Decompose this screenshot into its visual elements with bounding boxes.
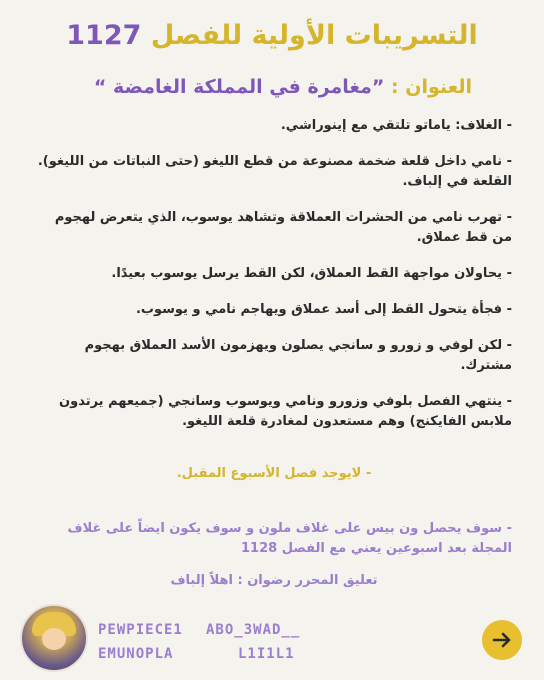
- editor-comment: تعليق المحرر رضوان : اهلاً إلباف: [170, 573, 378, 588]
- handle-abo-3wad: ABO_3WAD__: [206, 622, 301, 638]
- leak-content: [36, 116, 512, 588]
- handle-pewpiece: PEWPIECE1: [98, 622, 183, 638]
- break-notice: - لايوجد فصل الأسبوع المقبل.: [176, 466, 372, 481]
- footer: [0, 604, 544, 674]
- subtitle-label: العنوان :: [391, 76, 472, 98]
- bullet-fight-cat: - يحاولان مواجهة القط العملاق، لكن القط يرسل يوسوب بعيدًا.: [111, 266, 512, 281]
- chapter-subtitle: [94, 76, 472, 98]
- bullet-rescue: - لكن لوفي و زورو و سانجي يصلون ويهزمون الأسد العملاق بهجوم مشترك.: [84, 338, 512, 373]
- next-button[interactable]: [482, 620, 522, 660]
- bullet-lion: - فجأة يتحول القط إلى أسد عملاق ويهاجم نامي و يوسوب.: [135, 302, 512, 317]
- title-text: التسريبات الأولية للفصل: [150, 20, 478, 51]
- bullet-castle: - نامي داخل قلعة ضخمة مصنوعة من قطع الليغو (حتى النباتات من الليغو). القلعة في إلباف.: [37, 154, 512, 189]
- arrow-right-icon: [490, 628, 514, 652]
- chapter-name: ”مغامرة في المملكة الغامضة “: [93, 76, 385, 98]
- bullet-ending: - ينتهي الفصل بلوفي وزورو ونامي ويوسوب وسانجي (جميعهم يرتدون ملابس الفايكنج) وهم مستعدون لمغادرة قلعة الليغو.: [59, 394, 512, 429]
- handle-emunopla: EMUNOPLA: [98, 646, 174, 662]
- handle-liil: L1I1L1: [238, 646, 295, 662]
- color-cover-notice: - سوف يحصل ون بيس على غلاف ملون و سوف يكون ايضاً على غلاف المجلة بعد اسبوعين يعني مع الفصل 1128: [67, 521, 512, 556]
- bullet-cover: - الغلاف: ياماتو تلتقي مع إينوراشي.: [280, 118, 512, 133]
- bullet-escape: - تهرب نامي من الحشرات العملاقة وتشاهد يوسوب، الذي يتعرض لهجوم من قط عملاق.: [54, 210, 512, 245]
- character-avatar: [20, 604, 88, 672]
- page-title: [0, 20, 544, 51]
- chapter-number: 1127: [66, 20, 142, 51]
- avatar-face: [42, 628, 66, 650]
